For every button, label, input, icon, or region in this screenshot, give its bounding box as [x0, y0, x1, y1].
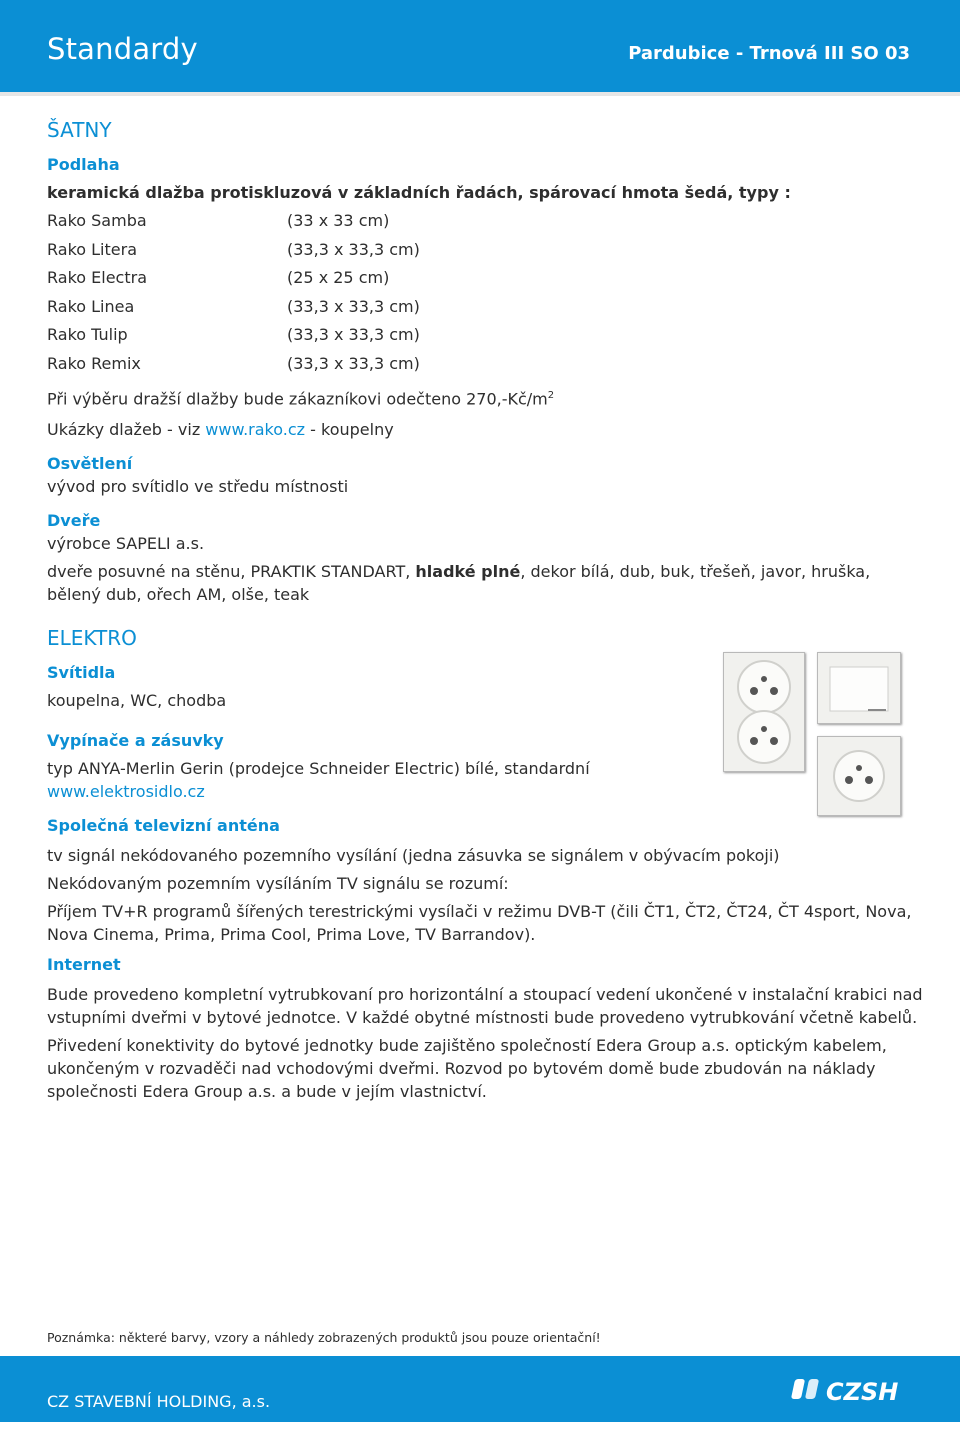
elektrosidlo-link[interactable]: www.elektrosidlo.cz [47, 782, 205, 802]
double-socket-icon [724, 653, 804, 771]
project-name: Pardubice - Trnová III SO 03 [628, 43, 910, 64]
samples-suffix: - koupelny [305, 420, 394, 440]
socket-images [723, 652, 903, 824]
tile-size: (33,3 x 33,3 cm) [287, 353, 420, 373]
price-note [47, 384, 927, 410]
osvetleni-description: vývod pro svítidlo ve středu místnosti [47, 477, 349, 497]
subheading-dvere: Dveře [47, 511, 101, 531]
double-socket-image [723, 652, 805, 772]
section-heading-satny: ŠATNY [47, 118, 112, 142]
tile-name: Rako Tulip [47, 325, 128, 344]
tile-name: Rako Electra [47, 268, 147, 287]
tile-size: (33,3 x 33,3 cm) [287, 296, 420, 316]
tile-name: Rako Remix [47, 353, 141, 373]
switch-image [817, 652, 901, 724]
dvere-desc-part: , dekor bílá, dub, buk, třešeň, javor, hruška, bělený dub, ořech AM, olše, teak [47, 562, 871, 605]
page-footer [0, 1356, 960, 1422]
single-socket-icon [818, 737, 900, 815]
subheading-internet: Internet [47, 955, 121, 975]
samples-line [47, 418, 927, 441]
subheading-svitidla: Svítidla [47, 663, 116, 683]
dvere-desc-bold: hladké plné [415, 562, 521, 582]
tile-row [47, 321, 927, 350]
dvere-desc-part: dveře posuvné na stěnu, PRAKTIK STANDART, [47, 562, 416, 582]
tile-name: Rako Samba [47, 211, 147, 230]
switch-icon [818, 653, 900, 723]
dvere-description [47, 560, 927, 606]
tile-size: (33,3 x 33,3 cm) [287, 325, 420, 344]
subheading-vypinace: Vypínače a zásuvky [47, 731, 224, 751]
tile-row [47, 350, 927, 379]
czsh-logo-icon [786, 1375, 922, 1405]
subheading-osvetleni: Osvětlení [47, 454, 133, 474]
tile-row [47, 207, 927, 236]
elektro-section [47, 626, 927, 1103]
main-content [47, 118, 927, 1103]
tv-description-1: tv signál nekódovaného pozemního vysílání (jedna zásuvka se signálem v obývacím pokoji) [47, 846, 780, 866]
price-note-text: Při výběru dražší dlažby bude zákazníkovi odečteno 270,-Kč/m [47, 389, 548, 409]
tile-name: Rako Litera [47, 239, 137, 259]
dvere-maker: výrobce SAPELI a.s. [47, 534, 205, 554]
tile-list [47, 207, 927, 378]
czsh-logo [786, 1375, 922, 1409]
tile-row [47, 293, 927, 322]
samples-prefix: Ukázky dlažeb - viz [47, 420, 206, 440]
tile-row [47, 264, 927, 293]
page-title: Standardy [47, 32, 198, 66]
svg-text:CZSH: CZSH [826, 1378, 899, 1405]
tile-size: (25 x 25 cm) [287, 268, 390, 287]
section-heading-elektro: ELEKTRO [47, 626, 137, 651]
rako-link[interactable]: www.rako.cz [205, 420, 306, 440]
single-socket-image [817, 736, 901, 816]
vypinace-description: typ ANYA-Merlin Gerin (prodejce Schneider Electric) bílé, standardní [47, 759, 590, 779]
internet-paragraph-2: Přivedení konektivity do bytové jednotky bude zajištěno společností Edera Group a.s. optickým kabelem, ukončeným v rozvaděči nad vchodovými dveřmi. Rozvod po bytovém domě bude zbudován na náklady společnosti Edera Group a.s. a bude v jejím vlastnictví. [47, 1036, 887, 1102]
tile-size: (33,3 x 33,3 cm) [287, 239, 420, 259]
price-note-superscript: 2 [547, 390, 555, 401]
company-name: CZ STAVEBNÍ HOLDING, a.s. [47, 1392, 271, 1411]
svitidla-description: koupelna, WC, chodba [47, 691, 227, 711]
tile-size: (33 x 33 cm) [287, 211, 390, 230]
tile-row [47, 236, 927, 265]
tv-description-2: Nekódovaným pozemním vysíláním TV signálu se rozumí: [47, 874, 509, 894]
page-header [0, 0, 960, 96]
tile-name: Rako Linea [47, 296, 135, 316]
subheading-tv: Společná televizní anténa [47, 816, 280, 836]
disclaimer-note: Poznámka: některé barvy, vzory a náhledy zobrazených produktů jsou pouze orientační! [47, 1330, 601, 1345]
internet-paragraph-1: Bude provedeno kompletní vytrubkovaní pro horizontální a stoupací vedení ukončené v instalační krabici nad vstupními dveřmi v bytové jednotce. V každé obytné místnosti bude provedeno vytrubkování včetně kabelů. [47, 985, 923, 1028]
subheading-podlaha: Podlaha [47, 155, 120, 174]
podlaha-description: keramická dlažba protiskluzová v základních řadách, spárovací hmota šedá, typy : [47, 183, 791, 202]
tv-description-3: Příjem TV+R programů šířených terestrickými vysílači v režimu DVB-T (čili ČT1, ČT2, ČT24, ČT 4sport, Nova, Nova Cinema, Prima, Prima Cool, Prima Love, TV Barrandov). [47, 902, 912, 945]
